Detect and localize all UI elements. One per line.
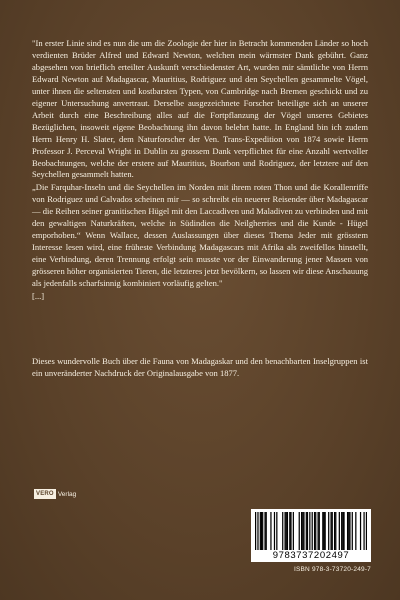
barcode-bar [289, 512, 290, 550]
barcode-number: 9783737202497 [272, 550, 350, 561]
description-text: Dieses wundervolle Buch über die Fauna von Madagaskar und den benachbarten Inselgruppen ist ein unveränderter Nachdruck der Originalausgabe von 1877. [32, 356, 368, 378]
barcode-bar [264, 512, 265, 550]
barcode-bar [352, 512, 353, 550]
barcode-bar [355, 512, 356, 550]
barcode-bar [349, 512, 350, 550]
barcode-bar [343, 512, 344, 550]
barcode-bar [323, 512, 324, 550]
publisher-word: Verlag [57, 490, 77, 498]
barcode-bar [315, 512, 316, 550]
barcode-bar [270, 512, 271, 550]
barcode-bar [363, 512, 364, 550]
barcode-bar [317, 512, 318, 550]
barcode-bar [348, 512, 349, 550]
barcode-bar [301, 512, 302, 550]
barcode-bar [306, 512, 307, 550]
barcode-bar [293, 512, 294, 550]
barcode-bar [312, 512, 313, 550]
publisher-logo [34, 489, 76, 499]
barcode-bar [341, 512, 342, 550]
barcode-bar [325, 512, 326, 550]
barcode-bar [282, 512, 283, 550]
barcode [251, 509, 371, 562]
barcode-bar [299, 512, 300, 550]
barcode-bar [290, 512, 291, 550]
barcode-bar [287, 512, 288, 550]
barcode-bar [347, 512, 348, 550]
barcode-bar [260, 512, 261, 550]
barcode-bar [261, 512, 262, 550]
barcode-bar [255, 512, 256, 550]
barcode-bar [334, 512, 335, 550]
barcode-bar [286, 512, 287, 550]
barcode-bar [307, 512, 308, 550]
barcode-bars [255, 512, 367, 550]
barcode-bar [328, 512, 329, 550]
quote-paragraph: "In erster Linie sind es nun die um die Zoologie der hier in Betracht kommenden Länder so hoch verdienten Brüder Alfred und Edward Newton, welchen mein wärmster Dank gebührt. Ganz abgesehen von brieflich erteilter Auskunft verschiedenster Art, wurden mir sämtliche von Herrn Edward Newton auf Madagascar, Mauritius, Rodriguez und den Seychellen gesammelte Vögel, unter ihnen die seltensten und kostbarsten Typen, von Cambridge nach Bremen geschickt und zu eigener Untersuchung anvertraut. Derselbe ausgezeichnete Forscher beteiligte sich an unserer Arbeit durch eine Beschreibung alles auf die Fortpflanzung der Vögel unseres Gebietes Bezüglichen, insoweit eigene Beobachtung ihn davon belehrt hatte. In England bin ich zudem Herrn Henry H. Slater, dem Naturforscher der Ven. Trans-Expedition von 1874 sowie Herrn Professor J. Perceval Wright in Dublin zu grossem Dank verpflichtet für eine Anzahl wertvoller Beobachtungen, welche der erstere auf Mauritius, Bourbon und Rodriguez, der letztere auf den Seychellen gesammelt hatten. [32, 38, 368, 180]
barcode-bar [276, 512, 277, 550]
barcode-bar [302, 512, 303, 550]
barcode-bar [284, 512, 285, 550]
publisher-mark: VERO [36, 491, 54, 497]
quote-block [32, 38, 368, 303]
barcode-bar [314, 512, 315, 550]
quote-ellipsis: [...] [32, 291, 45, 302]
barcode-bar [262, 512, 263, 550]
barcode-bar [309, 512, 310, 550]
book-description [32, 356, 368, 380]
quote-paragraph: „Die Farquhar-Inseln und die Seychellen im Norden mit ihrem roten Thon und die Korallenriffe von Rodriguez und Calvados scheinen mir — so schreibt ein neuerer Reisender über Madagascar — die Reihen seiner granitischen Hügel mit den Laccadiven und Maladiven zu verbinden und mit den gewaltigen Naturkräften, welche in Südindien die Neilgherries und die Kunde - Hügel emporhoben.“ Wenn Wallace, dessen Auslassungen über dieses Thema Jeder mit grösstem Interesse lesen wird, eine früheste Verbindung Madagascars mit Afrika als zweifellos hinstellt, eine Verbindung, deren Trennung erfolgt sein musste vor der Einwanderung jener Massen von grösseren höher organisierten Tieren, die letzteres jetzt bevölkern, so lassen wir diese Anschauung als jedenfalls scharfsinnig kombiniert vorläufig gelten." [32, 182, 368, 289]
barcode-bar [332, 512, 333, 550]
barcode-bar [339, 512, 340, 550]
barcode-bar [322, 512, 323, 550]
barcode-bar [360, 512, 361, 550]
barcode-bar [319, 512, 320, 550]
barcode-bar [366, 512, 367, 550]
barcode-bar [303, 512, 304, 550]
barcode-bar [342, 512, 343, 550]
barcode-bar [274, 512, 275, 550]
isbn-text: ISBN 978-3-73720-249-7 [293, 566, 371, 573]
barcode-bar [330, 512, 331, 550]
barcode-bar [335, 512, 336, 550]
barcode-bar [266, 512, 267, 550]
barcode-bar [257, 512, 258, 550]
